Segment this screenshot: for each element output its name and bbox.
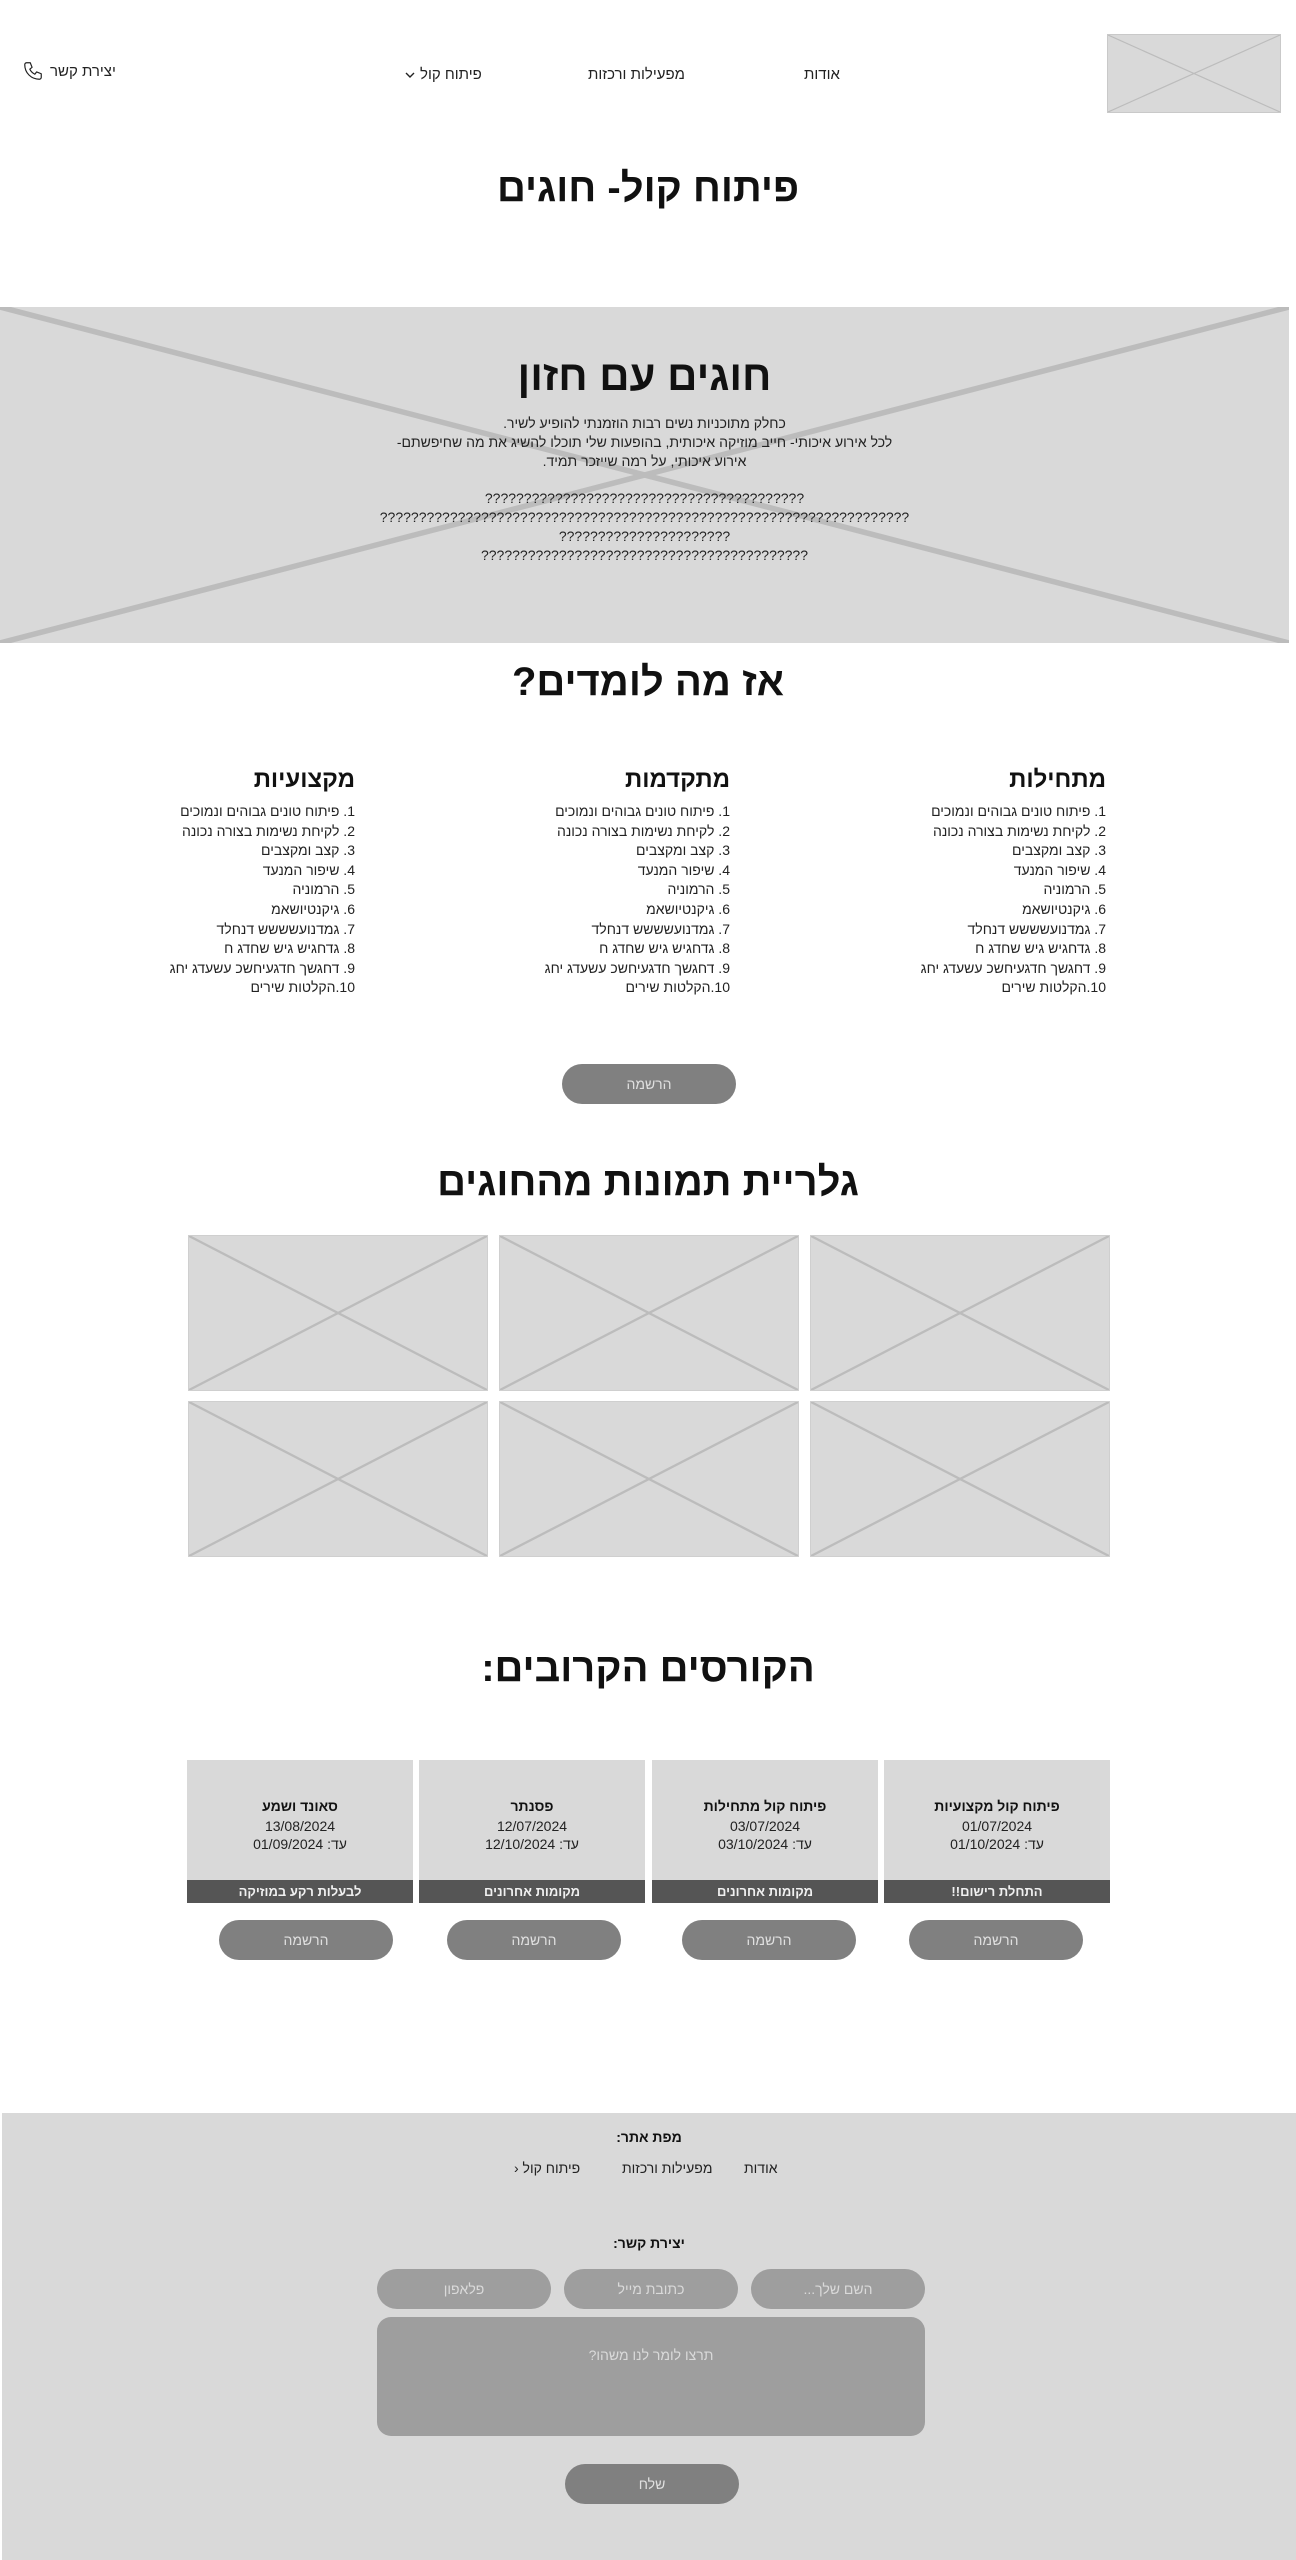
level-title: מתקדמות — [624, 766, 730, 793]
level-title: מתחילות — [1009, 766, 1106, 793]
course-status-badge: מקומות אחרונים — [652, 1880, 878, 1903]
list-item: 1. פיתוח טונים גבוהים ונמוכים — [180, 803, 355, 819]
course-start-date: 01/07/2024 — [961, 1818, 1033, 1834]
list-item: 8. גדחגיש גיש שחדג ח — [224, 940, 355, 957]
course-name: סאונד ושמע — [262, 1798, 338, 1814]
level-advanced — [510, 766, 730, 998]
list-item: 5. הרמוניה — [667, 881, 730, 898]
page-title: פיתוח קול- חוגים — [496, 166, 800, 210]
nav-contact-label: יצירת קשר — [50, 62, 116, 80]
level-list — [510, 802, 730, 998]
list-item: 9. דחגשך חדגעיחשכ עשעדג יחג — [920, 959, 1106, 976]
level-list — [886, 802, 1106, 998]
nav-voice-dropdown[interactable] — [404, 66, 482, 83]
list-item: 7. גמדנועשששש דנחלד — [591, 920, 730, 937]
course-status-badge: התחלת רישום!! — [884, 1880, 1110, 1903]
hero-filler-line: ?????????????????????? — [558, 528, 731, 544]
footer-link-voice[interactable]: פיתוח קול ‹ — [514, 2160, 581, 2176]
list-item: 2. לקיחת נשימות בצורה נכונה — [556, 822, 730, 839]
gallery-image[interactable] — [499, 1401, 799, 1557]
learn-section-title: אז מה לומדים? — [512, 660, 784, 704]
phone-icon — [22, 60, 44, 82]
course-end-date: עד: 03/10/2024 — [718, 1836, 812, 1852]
gallery-title: גלריית תמונות מהחוגים — [437, 1160, 859, 1204]
list-item: 1. פיתוח טונים גבוהים ונמוכים — [555, 803, 730, 819]
list-item: 6. גיקנטיושאמ — [271, 900, 355, 917]
hero-filler-line: ???????????????????????????????????????????????????????????????????? — [379, 509, 910, 525]
course-register-button[interactable]: הרשמה — [447, 1920, 621, 1960]
course-status-badge: לבעלות רקע במוזיקה — [187, 1880, 413, 1903]
list-item: 9. דחגשך חדגעיחשכ עשעדג יחג — [169, 959, 355, 976]
nav-contact-link[interactable] — [22, 60, 116, 82]
gallery-image[interactable] — [810, 1401, 1110, 1557]
course-card — [884, 1760, 1110, 1903]
list-item: 10.הקלטות שירים — [250, 979, 355, 996]
list-item: 3. קצב ומקצבים — [261, 842, 355, 859]
footer-link-about[interactable]: אודות — [744, 2160, 778, 2176]
list-item: 1. פיתוח טונים גבוהים ונמוכים — [931, 803, 1106, 819]
list-item: 7. גמדנועשששש דנחלד — [967, 920, 1106, 937]
level-list — [135, 802, 355, 998]
course-end-date: עד: 12/10/2024 — [485, 1836, 579, 1852]
course-register-button[interactable]: הרשמה — [682, 1920, 856, 1960]
course-card — [419, 1760, 645, 1903]
list-item: 9. דחגשך חדגעיחשכ עשעדג יחג — [544, 959, 730, 976]
course-register-button[interactable]: הרשמה — [909, 1920, 1083, 1960]
sitemap-heading: מפת אתר: — [616, 2129, 682, 2145]
gallery-image[interactable] — [188, 1235, 488, 1391]
level-professional — [135, 766, 355, 998]
phone-field[interactable]: פלאפון — [377, 2269, 551, 2309]
nav-activities-link[interactable]: מפעילות ורכזות — [588, 66, 685, 83]
chevron-down-icon — [404, 69, 416, 81]
list-item: 7. גמדנועשששש דנחלד — [216, 920, 355, 937]
nav-voice-label: פיתוח קול — [420, 66, 482, 83]
list-item: 5. הרמוניה — [1043, 881, 1106, 898]
email-field[interactable]: כתובת מייל — [564, 2269, 738, 2309]
logo-placeholder[interactable] — [1107, 34, 1281, 113]
gallery-image[interactable] — [188, 1401, 488, 1557]
gallery-image[interactable] — [499, 1235, 799, 1391]
course-name: פיתוח קול מקצועיות — [934, 1798, 1060, 1814]
course-start-date: 13/08/2024 — [264, 1818, 336, 1834]
course-register-button[interactable]: הרשמה — [219, 1920, 393, 1960]
list-item: 5. הרמוניה — [292, 881, 355, 898]
footer-link-activities[interactable]: מפעילות ורכזות — [622, 2160, 713, 2176]
hero-filler-line: ?????????????????????????????????????????? — [480, 547, 809, 563]
hero-line: אירוע איכותי, על רמה שייזכר תמיד. — [542, 453, 747, 469]
level-title: מקצועיות — [253, 766, 355, 793]
list-item: 2. לקיחת נשימות בצורה נכונה — [932, 822, 1106, 839]
register-button[interactable]: הרשמה — [562, 1064, 736, 1104]
hero-description — [0, 414, 1289, 471]
courses-title: הקורסים הקרובים: — [481, 1646, 815, 1690]
course-status-badge: מקומות אחרונים — [419, 1880, 645, 1903]
hero-filler-line: ????????????????????????????????????????? — [484, 490, 805, 506]
nav-about-link[interactable]: אודות — [804, 66, 840, 83]
gallery-image[interactable] — [810, 1235, 1110, 1391]
hero-filler-text — [0, 489, 1289, 565]
list-item: 8. גדחגיש גיש שחדג ח — [599, 940, 730, 957]
list-item: 6. גיקנטיושאמ — [646, 900, 730, 917]
list-item: 10.הקלטות שירים — [1001, 979, 1106, 996]
hero-line: לכל אירוע איכותי- חייב מוזיקה איכותית, בהופעות שלי תוכלו להשיג את מה שחיפשתם- — [396, 434, 893, 450]
course-end-date: עד: 01/09/2024 — [253, 1836, 347, 1852]
list-item: 8. גדחגיש גיש שחדג ח — [975, 940, 1106, 957]
course-end-date: עד: 01/10/2024 — [950, 1836, 1044, 1852]
list-item: 4. שיפור המנעד — [1013, 861, 1106, 878]
footer — [2, 2113, 1296, 2560]
contact-heading: יצירת קשר: — [613, 2235, 685, 2251]
hero-line: כחלק מתוכניות נשים רבות הוזמנתי להופיע לשיר. — [503, 415, 786, 431]
course-start-date: 03/07/2024 — [729, 1818, 801, 1834]
hero-title: חוגים עם חזון — [517, 352, 772, 399]
course-name: פיתוח קול מתחילות — [703, 1798, 827, 1814]
course-card — [187, 1760, 413, 1903]
hero-banner — [0, 307, 1289, 643]
send-button[interactable]: שלח — [565, 2464, 739, 2504]
course-name: פסנתר — [510, 1798, 554, 1814]
name-field[interactable]: השם שלך... — [751, 2269, 925, 2309]
course-start-date: 12/07/2024 — [496, 1818, 568, 1834]
list-item: 2. לקיחת נשימות בצורה נכונה — [181, 822, 355, 839]
list-item: 3. קצב ומקצבים — [1012, 842, 1106, 859]
message-field[interactable]: תרצו לומר לנו משהו? — [377, 2317, 925, 2436]
list-item: 10.הקלטות שירים — [625, 979, 730, 996]
course-card — [652, 1760, 878, 1903]
list-item: 6. גיקנטיושאמ — [1022, 900, 1106, 917]
level-beginners — [886, 766, 1106, 998]
list-item: 3. קצב ומקצבים — [636, 842, 730, 859]
list-item: 4. שיפור המנעד — [637, 861, 730, 878]
list-item: 4. שיפור המנעד — [262, 861, 355, 878]
